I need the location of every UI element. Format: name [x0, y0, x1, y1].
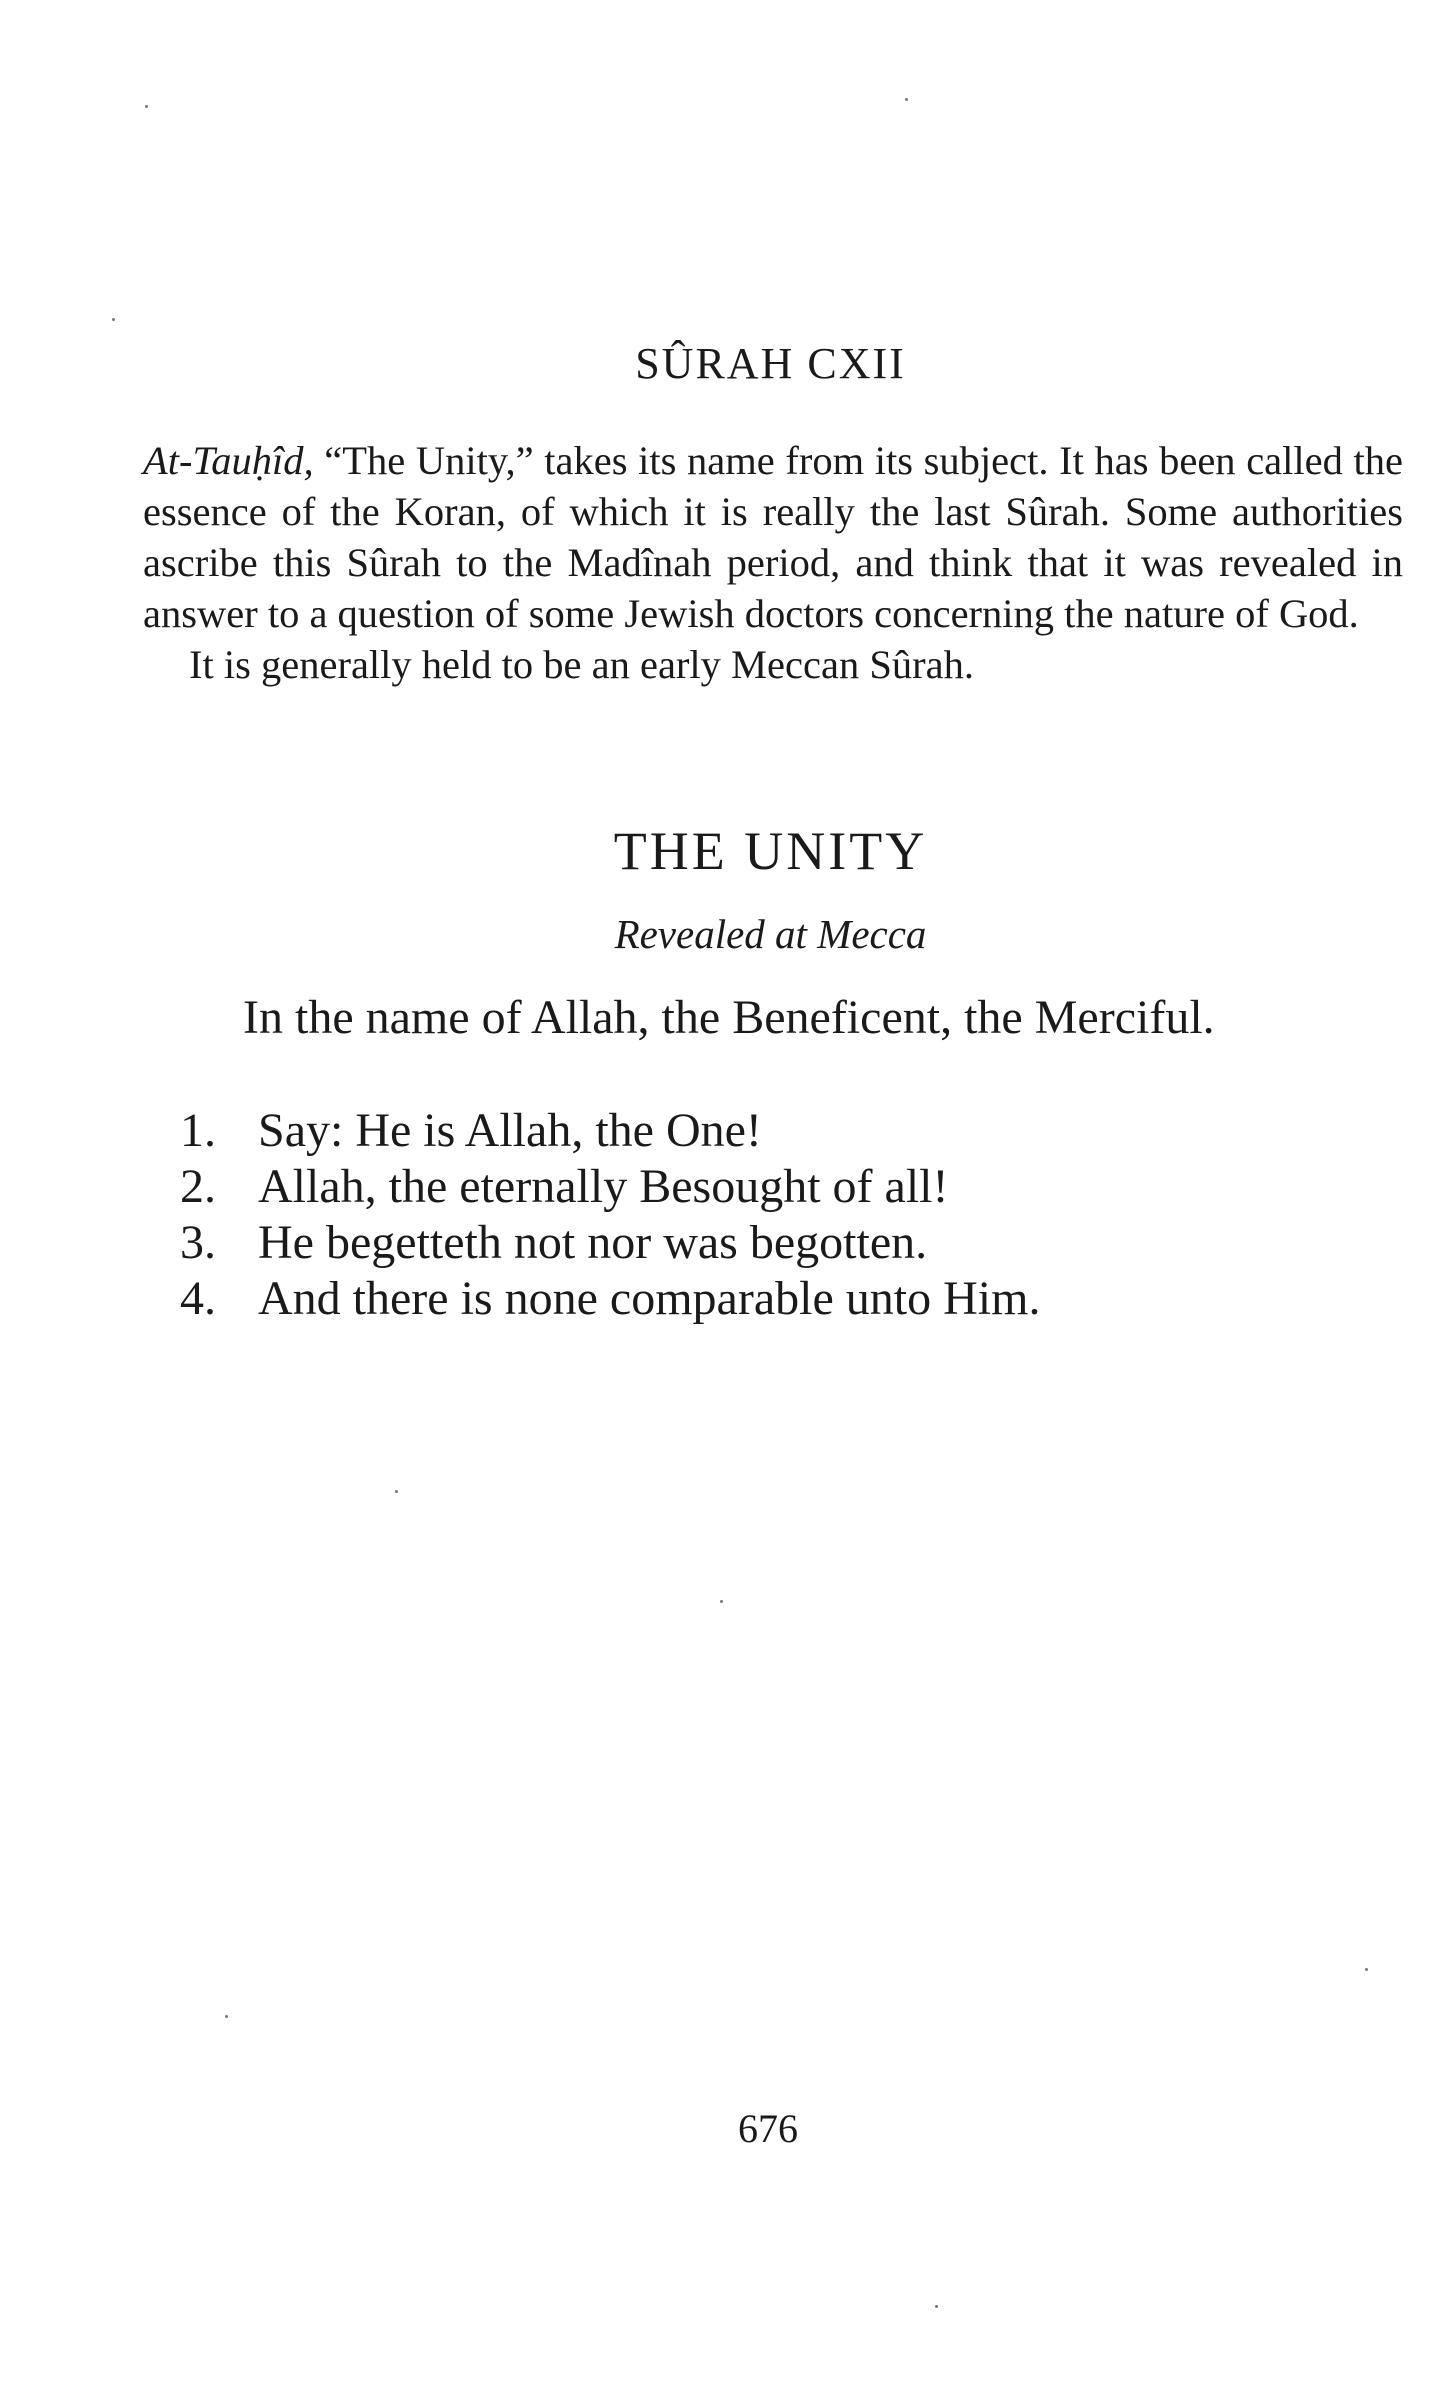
chapter-title: THE UNITY: [613, 821, 928, 881]
intro-paragraph-1-text: “The Unity,” takes its name from its subject. It has been called the essence of the Koran, of which it is really the last Sûrah. Some authorities ascribe this Sûrah to the Madînah period, and think that it was revealed in answer to a question of some Jewish doctors concerning the nature of God.: [143, 438, 1403, 636]
verse: [180, 1271, 1040, 1327]
verse: [180, 1159, 1040, 1215]
scan-speck: [1365, 1968, 1368, 1971]
verse-text: He begetteth not nor was begotten.: [258, 1216, 928, 1269]
scan-speck: [905, 98, 908, 101]
verse: [180, 1215, 1040, 1271]
scan-speck: [395, 1490, 398, 1493]
invocation: In the name of Allah, the Beneficent, the Merciful.: [243, 991, 1215, 1044]
intro-paragraph-2: It is generally held to be an early Meccan Sûrah.: [189, 642, 974, 687]
scan-speck: [935, 2305, 938, 2308]
verse-number: 4.: [180, 1272, 216, 1325]
verse-number: 1.: [180, 1104, 216, 1157]
page-number: 676: [738, 2106, 798, 2151]
verse-text: Allah, the eternally Besought of all!: [258, 1160, 949, 1213]
introduction: [143, 435, 1403, 690]
verse: [180, 1103, 1040, 1159]
scan-speck: [112, 318, 115, 321]
scan-speck: [145, 105, 148, 108]
verse-number: 2.: [180, 1160, 216, 1213]
surah-heading: SÛRAH CXII: [635, 339, 906, 388]
verse-number: 3.: [180, 1216, 216, 1269]
scan-speck: [720, 1600, 723, 1603]
scan-speck: [225, 2015, 228, 2018]
verse-text: And there is none comparable unto Him.: [258, 1272, 1041, 1325]
intro-paragraph-1: [143, 435, 1403, 639]
verse-text: Say: He is Allah, the One!: [258, 1104, 762, 1157]
verse-list: [180, 1103, 1040, 1327]
intro-term: At-Tauḥîd,: [143, 438, 314, 483]
chapter-subtitle: Revealed at Mecca: [614, 911, 927, 957]
